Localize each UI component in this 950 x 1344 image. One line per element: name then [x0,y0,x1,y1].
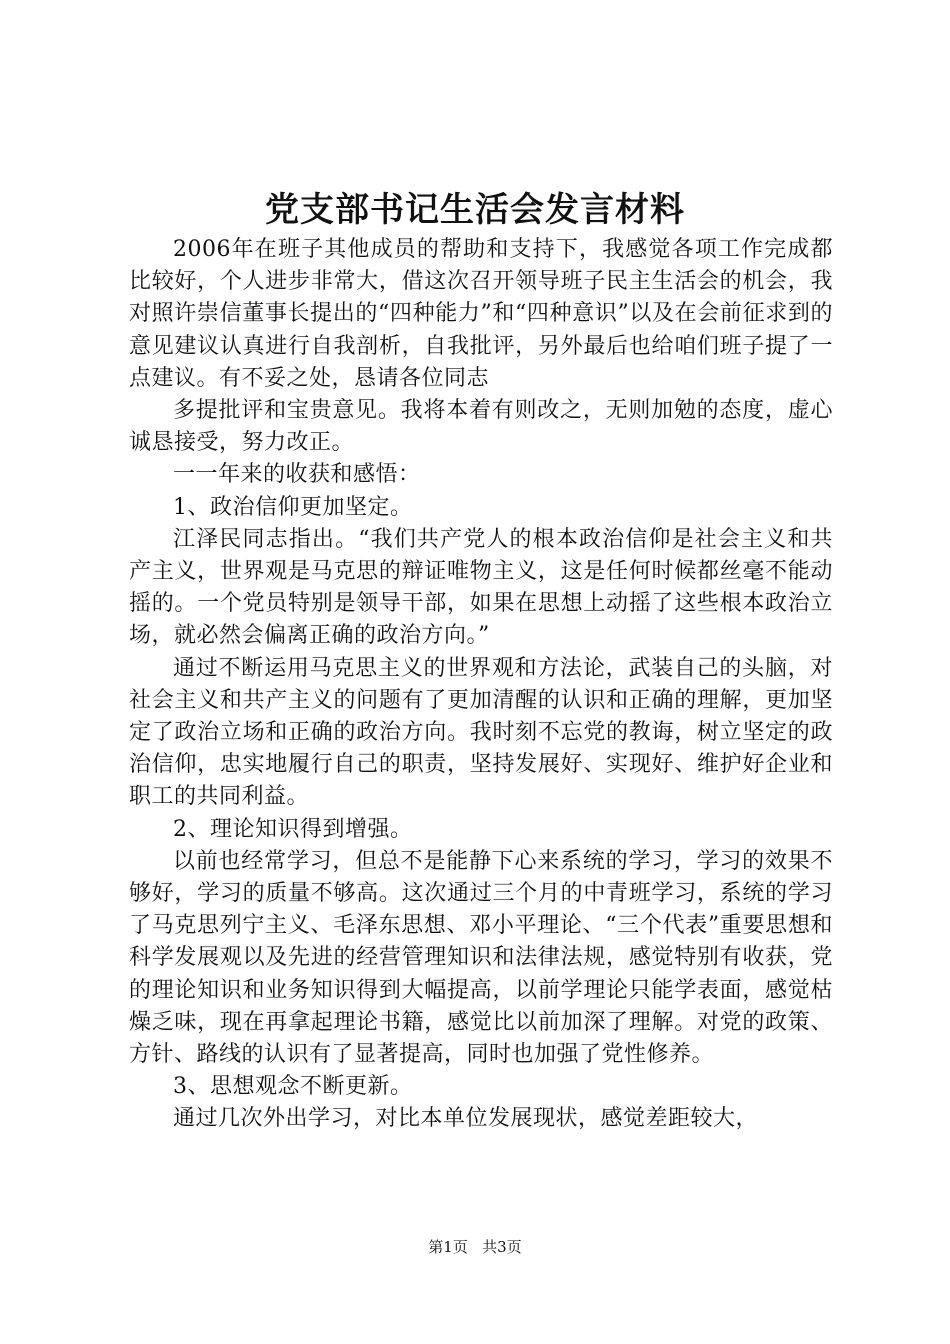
paragraph-quote: 江泽民同志指出。“我们共产党人的根本政治信仰是社会主义和共产主义，世界观是马克思的辩证唯物主义，这是任何时候都丝毫不能动摇的。一个党员特别是领导干部，如果在思想上动摇了这些根本政治立场，就必然会偏离正确的政治方向。” [129,526,833,649]
paragraph-outside-study: 通过几次外出学习，对比本单位发展现状，感觉差距较大， [173,1106,759,1132]
page-number: 第1页 [428,1238,468,1256]
document-title: 党支部书记生活会发言材料 [265,190,685,230]
paragraph-political-direction: 通过不断运用马克思主义的世界观和方法论，武装自己的头脑，对社会主义和共产主义的问题有了更加清醒的认识和正确的理解，更加坚定了政治立场和正确的政治方向。我时刻不忘党的教诲，树立坚定的政治信仰，忠实地履行自己的职责，坚持发展好、实现好、维护好企业和职工的共同利益。 [129,655,833,810]
subheading-theory-knowledge: 2、理论知识得到增强。 [173,816,413,842]
paragraph-study: 以前也经常学习，但总不是能静下心来系统的学习，学习的效果不够好，学习的质量不够高。这次通过三个月的中青班学习，系统的学习了马克思列宁主义、毛泽东思想、邓小平理论、“三个代表”重要思想和科学发展观以及先进的经营管理知识和法律法规，感觉特别有收获，党的理论知识和业务知识得到大幅提高，以前学理论只能学表面，感觉枯燥乏味，现在再拿起理论书籍，感觉比以前加深了理解。对党的政策、方针、路线的认识有了显著提高，同时也加强了党性修养。 [129,848,833,1068]
paragraph-request: 多提批评和宝贵意见。我将本着有则改之，无则加勉的态度，虚心诚恳接受，努力改正。 [129,398,833,456]
section-heading-gains: 一一年来的收获和感悟： [173,462,421,488]
document-body [129,234,833,1136]
page-spacer [473,1236,478,1258]
page-total: 共3页 [482,1238,522,1256]
subheading-ideas-update: 3、思想观念不断更新。 [173,1074,413,1100]
page-footer [0,1236,950,1258]
paragraph-intro: 2006年在班子其他成员的帮助和支持下，我感觉各项工作完成都比较好，个人进步非常大，借这次召开领导班子民主生活会的机会，我对照许崇信董事长提出的“四种能力”和“四种意识”以及在会前征求到的意见建议认真进行自我剖析，自我批评，另外最后也给咱们班子提了一点建议。有不妥之处，恳请各位同志 [129,237,833,391]
subheading-political-belief: 1、政治信仰更加坚定。 [173,494,413,520]
